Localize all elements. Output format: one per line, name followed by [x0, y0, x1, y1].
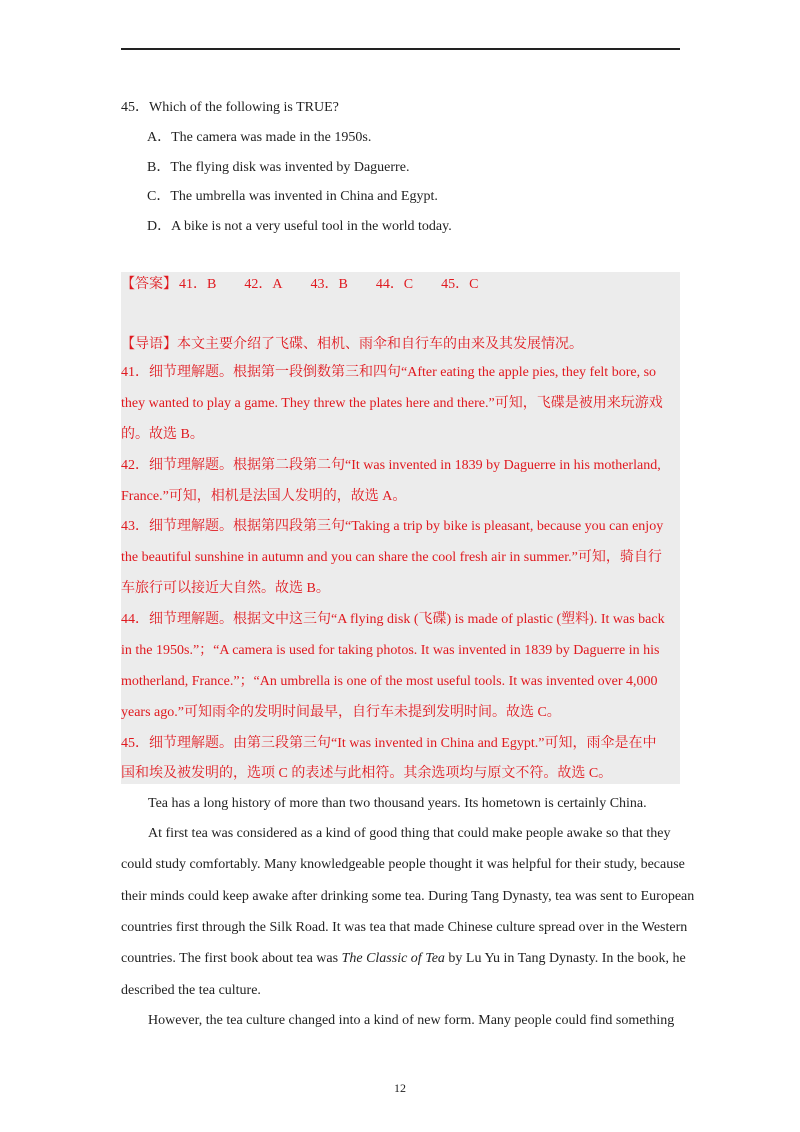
explanation-line: France.”可知，相机是法国人发明的，故选 A。 [121, 489, 407, 504]
answer-key: 45．C [441, 277, 479, 292]
explanation-line: years ago.”可知雨伞的发明时间最早，自行车未提到发明时间。故选 C。 [121, 705, 561, 720]
explanation-line: the beautiful sunshine in autumn and you can share the cool fresh air in summer.”可知，骑自行 [121, 550, 662, 565]
answer-key: 41．B [179, 277, 217, 292]
explanation-line: in the 1950s.”；“A camera is used for taking photos. It was invented in 1839 by Daguerre in his [121, 643, 660, 658]
passage-line [121, 950, 686, 968]
option-d: D．A bike is not a very useful tool in the world today. [147, 219, 452, 234]
answer-key: 43．B [310, 277, 348, 292]
explanation-line: 的。故选 B。 [121, 427, 204, 442]
explanation-line: 国和埃及被发明的，选项 C 的表述与此相符。其余选项均与原文不符。故选 C。 [121, 766, 613, 781]
guide-line: 【导语】本文主要介绍了飞碟、相机、雨伞和自行车的由来及其发展情况。 [121, 337, 583, 352]
header-rule [121, 48, 680, 50]
book-title: The Classic of Tea [341, 951, 445, 966]
passage-line: countries first through the Silk Road. It was tea that made Chinese culture spread over in the Western [121, 920, 688, 935]
passage-line: their minds could keep awake after drinking some tea. During Tang Dynasty, tea was sent to European [121, 889, 695, 904]
explanation-line: motherland, France.”；“An umbrella is one of the most useful tools. It was invented over 4,000 [121, 674, 658, 689]
option-a: A．The camera was made in the 1950s. [147, 130, 372, 145]
passage-line: However, the tea culture changed into a kind of new form. Many people could find something [148, 1013, 675, 1028]
explanation-line: 车旅行可以接近大自然。故选 B。 [121, 581, 330, 596]
passage-line: could study comfortably. Many knowledgeable people thought it was helpful for their study, because [121, 857, 685, 872]
passage-line: described the tea culture. [121, 983, 261, 998]
passage-line: At first tea was considered as a kind of good thing that could make people awake so that they [148, 826, 671, 841]
answer-key: 42．A [244, 277, 283, 292]
explanation-line: 45．细节理解题。由第三段第三句“It was invented in China and Egypt.”可知，雨伞是在中 [121, 736, 657, 751]
answer-key: 44．C [375, 277, 414, 292]
passage-text: by Lu Yu in Tang Dynasty. In the book, he [444, 951, 686, 966]
explanation-line: 42．细节理解题。根据第二段第二句“It was invented in 1839 by Daguerre in his motherland, [121, 458, 661, 473]
option-c: C．The umbrella was invented in China and Egypt. [147, 189, 438, 204]
answer-label: 【答案】 [121, 277, 177, 292]
explanation-line: 43．细节理解题。根据第四段第三句“Taking a trip by bike is pleasant, because you can enjoy [121, 519, 664, 534]
explanation-line: they wanted to play a game. They threw the plates here and there.”可知，飞碟是被用来玩游戏 [121, 396, 663, 411]
explanation-line: 44．细节理解题。根据文中这三句“A flying disk (飞碟) is made of plastic (塑料). It was back [121, 612, 665, 627]
page-number: 12 [394, 1081, 406, 1095]
option-b: B．The flying disk was invented by Daguerre. [147, 160, 410, 175]
explanation-line: 41．细节理解题。根据第一段倒数第三和四句“After eating the apple pies, they felt bore, so [121, 365, 657, 380]
passage-line: Tea has a long history of more than two thousand years. Its hometown is certainly China. [148, 796, 647, 811]
answer-keys [121, 276, 507, 294]
passage-text: countries. The first book about tea was [121, 951, 342, 966]
question-stem: 45．Which of the following is TRUE? [121, 100, 339, 115]
